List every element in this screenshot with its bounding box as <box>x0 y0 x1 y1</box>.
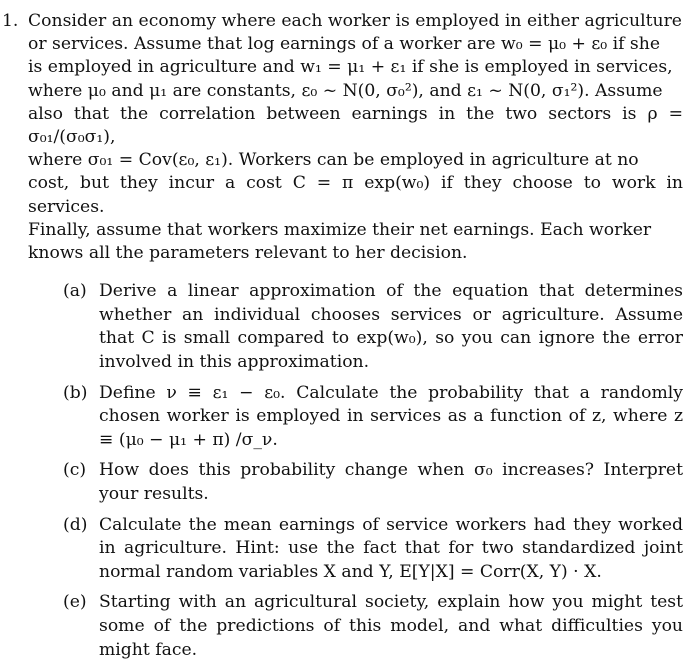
part-text: Calculate the mean earnings of service workers had they worked in agriculture. Hint: use the fact that for two standardized joint normal random variables X and Y, E[Y|X] = Corr(X, Y) · X. <box>99 514 683 582</box>
part-label: (c) <box>63 460 87 481</box>
part-text: Starting with an agricultural society, explain how you might test some of the predictions of this model, and what difficulties you might face. <box>99 592 683 660</box>
intro-line: cost, but they incur a cost C = π exp(w₀) if they choose to work in services. <box>28 173 683 217</box>
part-a <box>63 280 683 374</box>
intro-line: also that the correlation between earnings in the two sectors is ρ = σ₀₁/(σ₀σ₁), <box>28 103 683 148</box>
part-text: Derive a linear approximation of the equation that determines whether an individual chooses services or agriculture. Assume that C is small compared to exp(w₀), so you can ignore the error involved in this approximation. <box>99 281 683 373</box>
problem-number: 1. <box>2 11 19 31</box>
part-b <box>63 382 683 453</box>
part-e <box>63 591 683 662</box>
part-label: (e) <box>63 592 87 613</box>
intro-line: where σ₀₁ = Cov(ε₀, ε₁). Workers can be employed in agriculture at no <box>28 150 639 171</box>
intro-line: or services. Assume that log earnings of a worker are w₀ = μ₀ + ε₀ if she <box>28 34 660 55</box>
part-c <box>63 459 683 506</box>
problem-1 <box>2 10 683 662</box>
intro-line: Finally, assume that workers maximize their net earnings. Each worker <box>28 219 652 240</box>
part-label: (b) <box>63 382 88 403</box>
intro-line: Consider an economy where each worker is employed in either agriculture <box>28 11 682 31</box>
intro-line: is employed in agriculture and w₁ = μ₁ + ε₁ if she is employed in services, <box>28 57 673 78</box>
problem-intro <box>28 10 683 265</box>
part-label: (a) <box>63 281 87 302</box>
part-text: Define ν ≡ ε₁ − ε₀. Calculate the probability that a randomly chosen worker is employed in services as a function of z, where z ≡ (μ₀ − μ₁ + π) /σ_ν. <box>99 382 683 450</box>
part-d <box>63 514 683 585</box>
part-text: How does this probability change when σ₀ increases? Interpret your results. <box>99 460 683 504</box>
intro-line: where μ₀ and μ₁ are constants, ε₀ ~ N(0, σ₀²), and ε₁ ~ N(0, σ₁²). Assume <box>28 80 663 101</box>
intro-line: knows all the parameters relevant to her decision. <box>28 243 468 264</box>
problem-parts <box>28 280 683 662</box>
part-label: (d) <box>63 514 88 535</box>
